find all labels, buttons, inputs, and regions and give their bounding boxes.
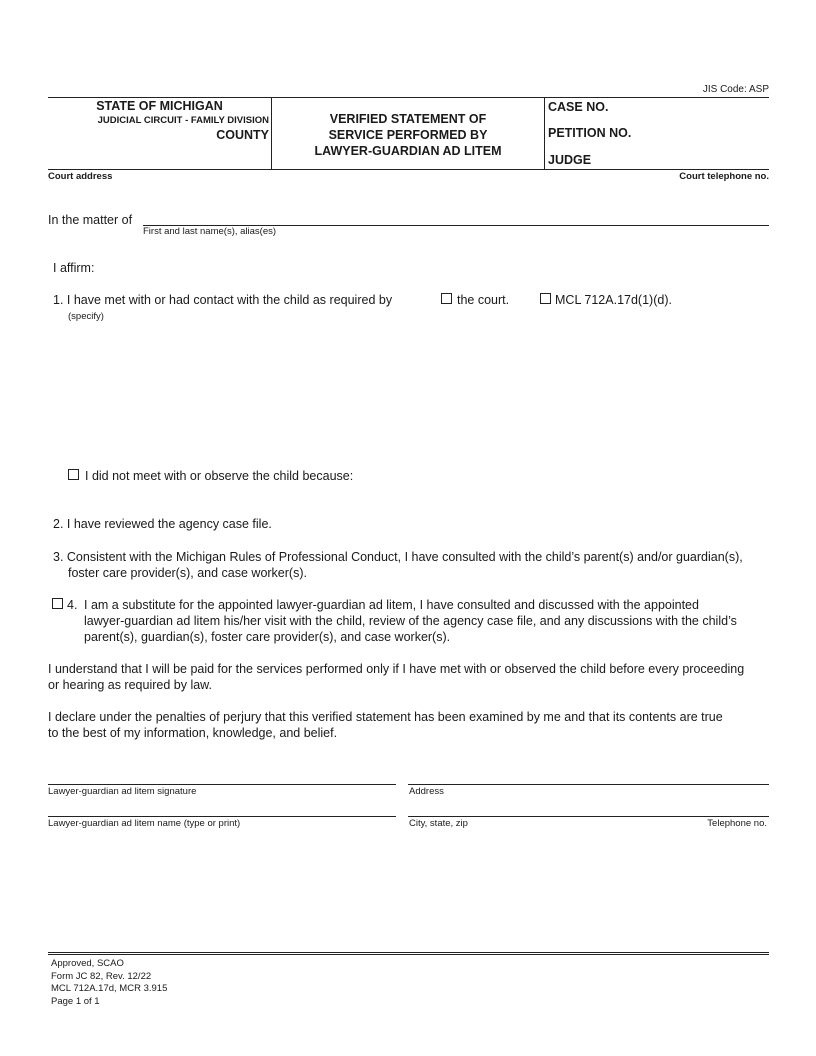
item-3-line-1: 3. Consistent with the Michigan Rules of Professional Conduct, I have consulted with the child’s parent(s) and/or guardian(s),: [53, 550, 743, 564]
jis-code: JIS Code: ASP: [702, 84, 769, 95]
item-4-line-1: I am a substitute for the appointed lawyer-guardian ad litem, I have consulted and discussed with the appointed: [84, 598, 699, 612]
footer-approved: Approved, SCAO: [51, 958, 124, 969]
header-divider-right: [544, 97, 545, 169]
substitute-checkbox[interactable]: [52, 598, 63, 609]
footer-rule-top: [48, 952, 769, 953]
court-address-label: Court address: [48, 171, 113, 182]
footer-page: Page 1 of 1: [51, 995, 100, 1007]
item-2-text: 2. I have reviewed the agency case file.: [53, 517, 272, 531]
signature-field[interactable]: [48, 784, 396, 785]
declare-line-1: I declare under the penalties of perjury that this verified statement has been examined by me and that its contents are true: [48, 710, 723, 724]
city-phone-field[interactable]: [408, 816, 769, 817]
item-4-line-3: parent(s), guardian(s), foster care provider(s), and case worker(s).: [84, 630, 451, 644]
circuit-label: JUDICIAL CIRCUIT - FAMILY DIVISION: [97, 115, 269, 126]
form-title-line-3: LAWYER-GUARDIAN AD LITEM: [314, 144, 502, 158]
footer-mcl: MCL 712A.17d, MCR 3.915: [51, 983, 168, 994]
county-label: COUNTY: [216, 128, 269, 142]
form-title-line-1: VERIFIED STATEMENT OF: [329, 112, 487, 126]
form-title: [272, 111, 544, 159]
item-4-line-2: lawyer-guardian ad litem his/her visit with the child, review of the agency case file, and any discussions with the child’s: [84, 614, 737, 628]
court-telephone-label: Court telephone no.: [679, 171, 769, 182]
telephone-label: Telephone no.: [707, 818, 767, 829]
name-field[interactable]: [48, 816, 396, 817]
case-no-label: CASE NO.: [548, 100, 609, 114]
judge-label: JUDGE: [548, 153, 592, 167]
mcl-option-label: MCL 712A.17d(1)(d).: [555, 293, 672, 307]
address-label: Address: [409, 786, 444, 797]
footer-block: [51, 958, 167, 1008]
footer-form-number: Form JC 82, Rev. 12/22: [51, 970, 152, 982]
declare-line-2: to the best of my information, knowledge, and belief.: [48, 726, 338, 740]
court-option-label: the court.: [457, 293, 510, 307]
header-bottom-rule: [48, 169, 769, 170]
court-checkbox[interactable]: [441, 293, 452, 304]
matter-sublabel: First and last name(s), alias(es): [143, 226, 277, 237]
specify-label: (specify): [68, 311, 104, 322]
name-label: Lawyer-guardian ad litem name (type or print): [48, 818, 241, 829]
did-not-meet-label: I did not meet with or observe the child because:: [85, 469, 354, 483]
city-label: City, state, zip: [409, 818, 468, 829]
address-field[interactable]: [408, 784, 769, 785]
matter-label: In the matter of: [48, 213, 133, 227]
item-3-line-2: foster care provider(s), and case worker(s).: [68, 566, 307, 580]
affirm-label: I affirm:: [53, 261, 95, 275]
mcl-checkbox[interactable]: [540, 293, 551, 304]
state-name: STATE OF MICHIGAN: [96, 99, 223, 113]
header-top-rule: [48, 97, 769, 98]
understand-line-2: or hearing as required by law.: [48, 678, 212, 692]
understand-line-1: I understand that I will be paid for the services performed only if I have met with or observed the child before every proceeding: [48, 662, 745, 676]
petition-no-label: PETITION NO.: [548, 126, 632, 140]
form-title-line-2: SERVICE PERFORMED BY: [328, 128, 488, 142]
footer-rule-bottom: [48, 954, 769, 955]
signature-label: Lawyer-guardian ad litem signature: [48, 786, 197, 797]
item-1-text: 1. I have met with or had contact with the child as required by: [53, 293, 393, 307]
did-not-meet-checkbox[interactable]: [68, 469, 79, 480]
item-4-number: 4.: [67, 598, 78, 612]
